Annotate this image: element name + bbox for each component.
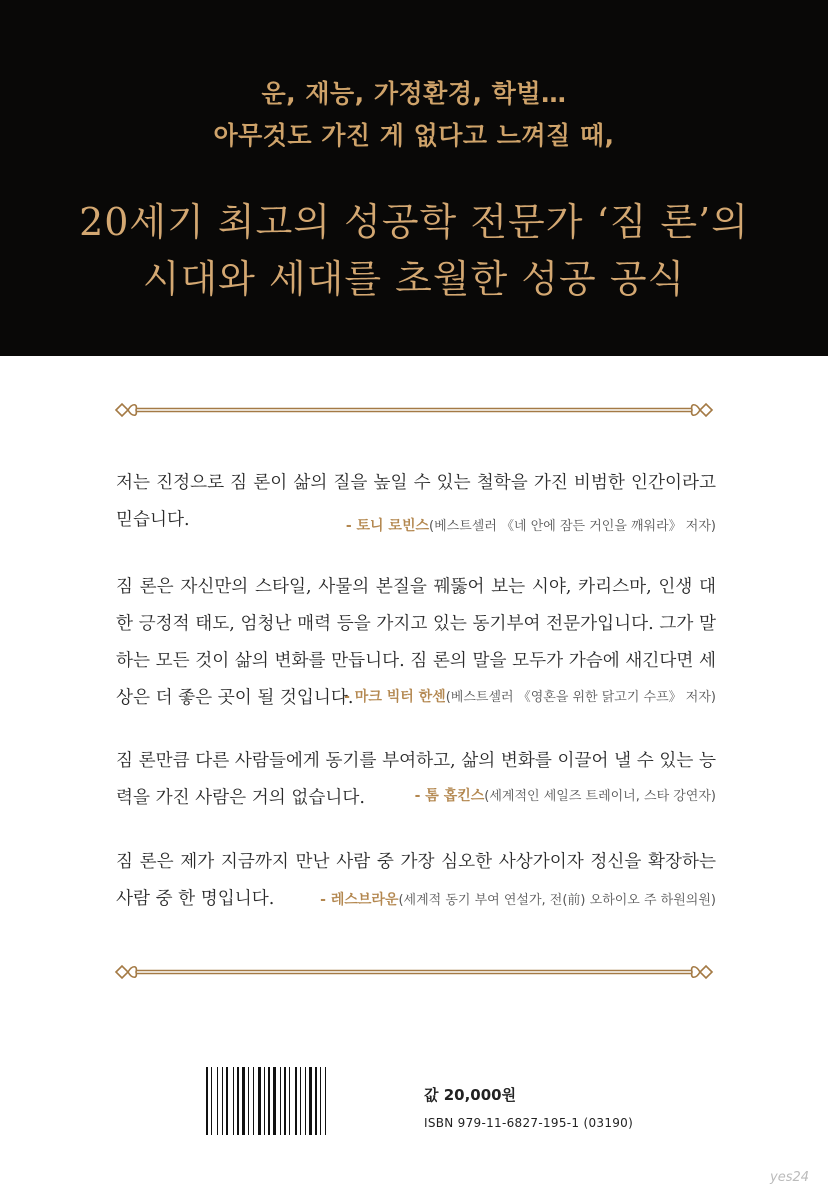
barcode-bar [206,1067,208,1135]
barcode-bar [284,1067,286,1135]
barcode-bar [233,1067,234,1135]
barcode-bar [315,1067,317,1135]
quote-4-attribution [320,889,716,909]
barcode-bar [258,1067,261,1135]
quote-2-author: - 마크 빅터 한센 [344,689,446,705]
quote-1-role: (베스트셀러 《네 안에 잠든 거인을 깨워라》 저자) [429,519,716,534]
quote-2-role: (베스트셀러 《영혼을 위한 닭고기 수프》 저자) [445,690,716,705]
barcode [204,1067,412,1135]
watermark-logo: yes24 [770,1170,810,1185]
tagline-line-2: 아무것도 가진 게 없다고 느껴질 때, [213,121,615,150]
quote-4-role: (세계적 동기 부여 연설가, 전(前) 오하이오 주 하원의원) [398,893,716,908]
quote-2-attribution [344,686,716,706]
barcode-bar [273,1067,276,1135]
quote-3-text: 짐 론만큼 다른 사람들에게 동기를 부여하고, 삶의 변화를 이끌어 낼 수 있는 능력을 가진 사람은 거의 없습니다. [116,751,716,808]
barcode-bar [248,1067,249,1135]
ornament-divider-bottom [112,962,716,982]
barcode-bar [325,1067,326,1135]
quote-1-author: - 토니 로빈스 [345,518,430,534]
barcode-bar [217,1067,218,1135]
barcode-bar [237,1067,239,1135]
barcode-bar [226,1067,228,1135]
isbn-label: ISBN 979-11-6827-195-1 (03190) [424,1116,634,1130]
headline-line-2: 시대와 세대를 초월한 성공 공식 [142,257,686,301]
quote-3-author: - 톰 홉킨스 [414,788,485,804]
barcode-bar [289,1067,290,1135]
barcode-bar [309,1067,312,1135]
barcode-bar [222,1067,223,1135]
barcode-bar [264,1067,265,1135]
tagline-line-1: 운, 재능, 가정환경, 학벌… [261,79,567,108]
barcode-bar [295,1067,297,1135]
quote-1-text: 저는 진정으로 짐 론이 삶의 질을 높일 수 있는 철학을 가진 비범한 인간이라고 믿습니다. [116,473,716,530]
quote-1-attribution [346,515,716,535]
barcode-bar [280,1067,281,1135]
quote-2-text: 짐 론은 자신만의 스타일, 사물의 본질을 꿰뚫어 보는 시야, 카리스마, 인생 대한 긍정적 태도, 엄청난 매력 등을 가지고 있는 동기부여 전문가입니다. 그가 말하는 모든 것이 삶의 변화를 만듭니다. 짐 론의 말을 모두가 가슴에 새긴다면 세상은 더 좋은 곳이 될 것입니다. [116,577,716,708]
quote-3-attribution [415,785,716,805]
barcode-bar [242,1067,245,1135]
ornament-divider-top [112,400,716,420]
quote-3-role: (세계적인 세일즈 트레이너, 스타 강연자) [484,789,716,804]
quote-4-author: - 레스브라운 [320,892,399,908]
headline-line-1: 20세기 최고의 성공학 전문가 ‘짐 론’의 [79,200,749,244]
barcode-bar [253,1067,254,1135]
barcode-bar [320,1067,321,1135]
barcode-bar [268,1067,270,1135]
price-label: 값 20,000원 [424,1086,517,1104]
barcode-bar [300,1067,301,1135]
barcode-bar [211,1067,212,1135]
barcode-bar [305,1067,306,1135]
quote-4-text: 짐 론은 제가 지금까지 만난 사람 중 가장 심오한 사상가이자 정신을 확장하는 사람 중 한 명입니다. [116,852,716,909]
